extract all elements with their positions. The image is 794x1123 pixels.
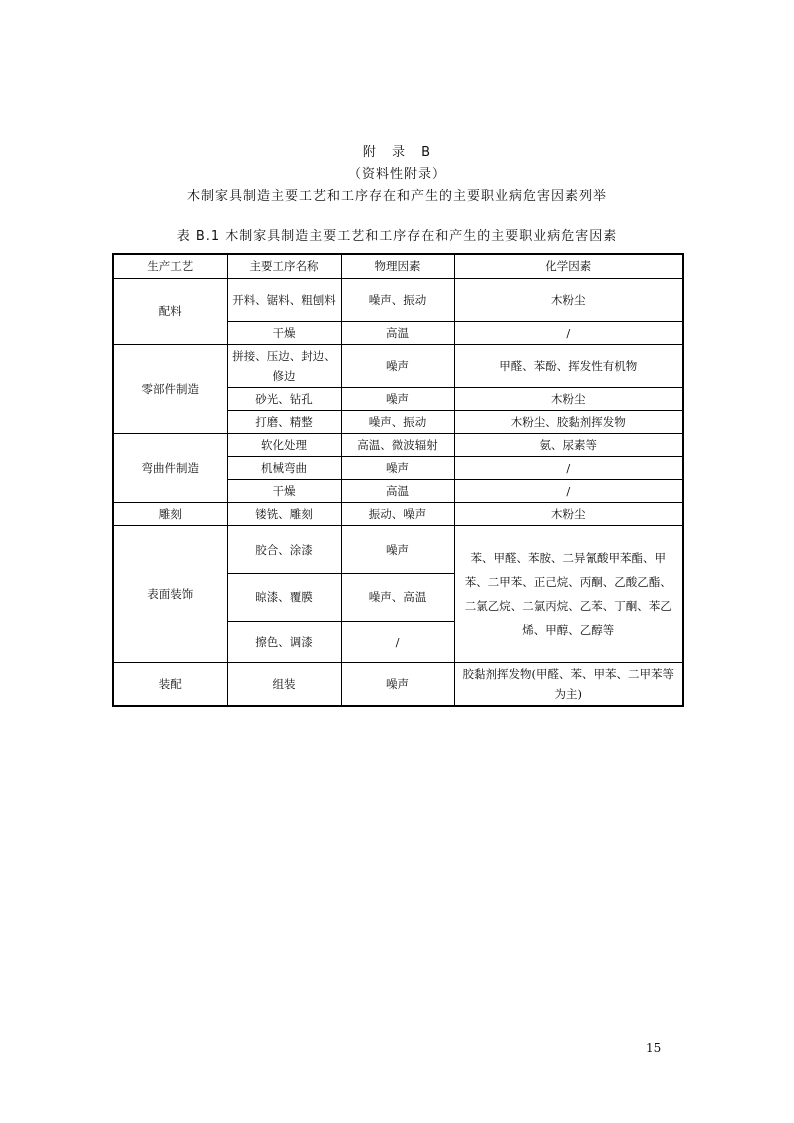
table-header-row xyxy=(113,254,683,278)
physical-cell: 噪声 xyxy=(341,456,454,479)
process-cell: 零部件制造 xyxy=(113,344,227,433)
page-number: 15 xyxy=(646,1041,662,1055)
table-row xyxy=(113,278,683,321)
step-cell: 砂光、钻孔 xyxy=(227,387,341,410)
physical-cell: 噪声、高温 xyxy=(341,573,454,621)
step-cell: 晾漆、覆膜 xyxy=(227,573,341,621)
chemical-cell: / xyxy=(454,456,683,479)
hazard-table xyxy=(112,253,684,707)
step-cell: 拼接、压边、封边、修边 xyxy=(227,344,341,387)
step-cell: 机械弯曲 xyxy=(227,456,341,479)
physical-cell: 噪声 xyxy=(341,662,454,706)
header-chemical: 化学因素 xyxy=(454,254,683,278)
chemical-cell: 氨、尿素等 xyxy=(454,433,683,456)
appendix-label: 附 录 B xyxy=(362,145,432,160)
physical-cell: 噪声 xyxy=(341,525,454,573)
chemical-cell: 苯、甲醛、苯胺、二异氰酸甲苯酯、甲苯、二甲苯、正己烷、丙酮、乙酸乙酯、二氯乙烷、二氯丙烷、乙苯、丁酮、苯乙烯、甲醇、乙醇等 xyxy=(454,525,683,662)
physical-cell: 噪声 xyxy=(341,387,454,410)
chemical-cell: 木粉尘 xyxy=(454,278,683,321)
step-cell: 擦色、调漆 xyxy=(227,621,341,662)
step-cell: 干燥 xyxy=(227,321,341,344)
physical-cell: 高温 xyxy=(341,479,454,502)
physical-cell: 高温、微波辐射 xyxy=(341,433,454,456)
table-row xyxy=(113,344,683,387)
step-cell: 镂铣、雕刻 xyxy=(227,502,341,525)
table-row xyxy=(113,433,683,456)
step-cell: 软化处理 xyxy=(227,433,341,456)
physical-cell: 振动、噪声 xyxy=(341,502,454,525)
process-cell: 配料 xyxy=(113,278,227,344)
step-cell: 干燥 xyxy=(227,479,341,502)
physical-cell: 噪声 xyxy=(341,344,454,387)
chemical-cell: / xyxy=(454,321,683,344)
step-cell: 开料、锯料、粗刨料 xyxy=(227,278,341,321)
appendix-title: 木制家具制造主要工艺和工序存在和产生的主要职业病危害因素列举 xyxy=(186,189,607,204)
appendix-note: （资料性附录） xyxy=(347,167,446,182)
table-row xyxy=(113,502,683,525)
chemical-cell: 木粉尘 xyxy=(454,387,683,410)
table-caption: 表 B.1 木制家具制造主要工艺和工序存在和产生的主要职业病危害因素 xyxy=(176,229,618,244)
physical-cell: 高温 xyxy=(341,321,454,344)
process-cell: 表面装饰 xyxy=(113,525,227,662)
process-cell: 雕刻 xyxy=(113,502,227,525)
chemical-cell: 甲醛、苯酚、挥发性有机物 xyxy=(454,344,683,387)
chemical-cell: 胶黏剂挥发物(甲醛、苯、甲苯、二甲苯等为主) xyxy=(454,662,683,706)
step-cell: 打磨、精整 xyxy=(227,410,341,433)
table-row xyxy=(113,662,683,706)
physical-cell: / xyxy=(341,621,454,662)
step-cell: 组装 xyxy=(227,662,341,706)
header-process: 生产工艺 xyxy=(113,254,227,278)
step-cell: 胶合、涂漆 xyxy=(227,525,341,573)
physical-cell: 噪声、振动 xyxy=(341,278,454,321)
chemical-cell: / xyxy=(454,479,683,502)
process-cell: 弯曲件制造 xyxy=(113,433,227,502)
chemical-cell: 木粉尘 xyxy=(454,502,683,525)
process-cell: 装配 xyxy=(113,662,227,706)
table-row xyxy=(113,525,683,573)
chemical-cell: 木粉尘、胶黏剂挥发物 xyxy=(454,410,683,433)
header-step: 主要工序名称 xyxy=(227,254,341,278)
physical-cell: 噪声、振动 xyxy=(341,410,454,433)
header-physical: 物理因素 xyxy=(341,254,454,278)
